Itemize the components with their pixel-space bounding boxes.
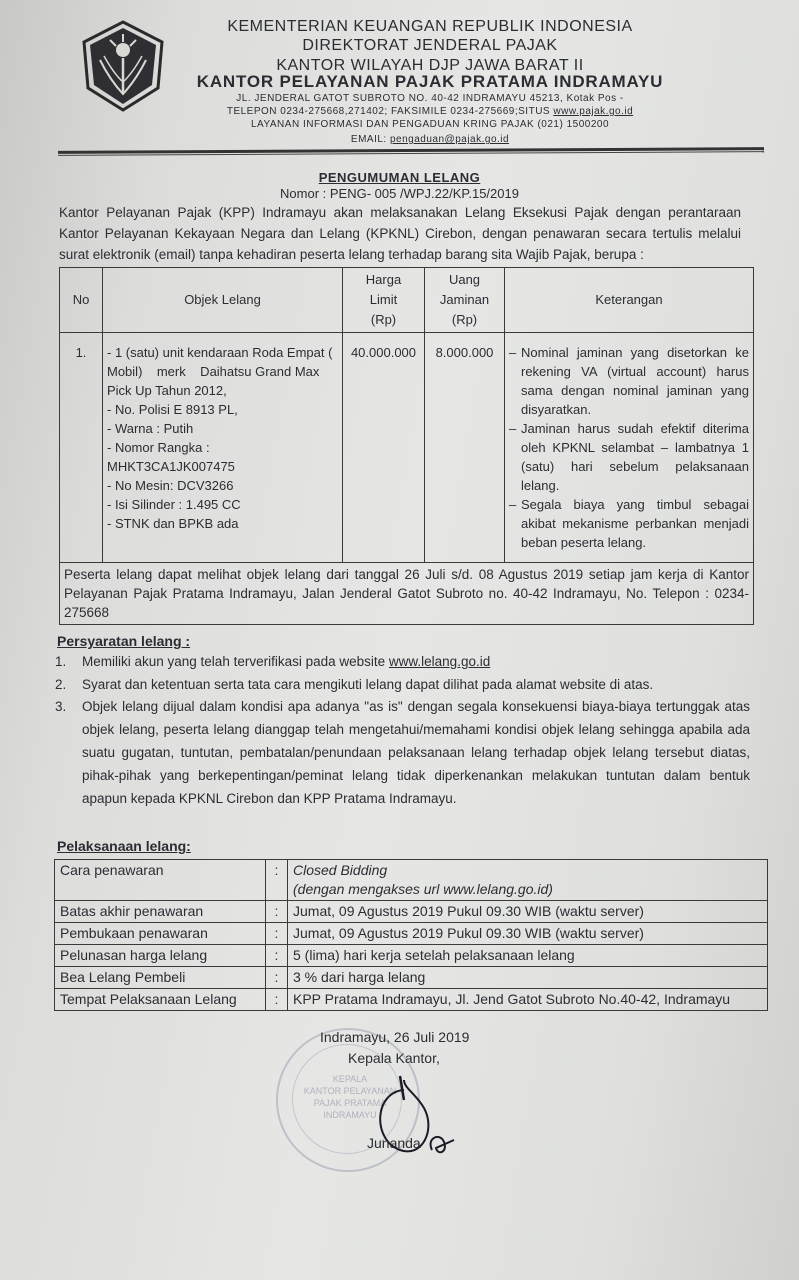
auction-table-footer — [60, 563, 754, 625]
execution-value: KPP Pratama Indramayu, Jl. Jend Gatot Subroto No.40-42, Indramayu — [288, 989, 768, 1011]
letterhead-regional-office: KANTOR WILAYAH DJP JAWA BARAT II — [276, 57, 584, 74]
notes-cell — [505, 333, 754, 563]
header-object: Objek Lelang — [103, 268, 343, 333]
requirement-item — [55, 695, 750, 810]
requirement-number: 1. — [55, 654, 67, 669]
table-row — [55, 901, 768, 923]
execution-label: Batas akhir penawaran — [55, 901, 266, 923]
stamp-text: INDRAMAYU — [323, 1110, 377, 1120]
header-deposit-line2: Jaminan — [439, 292, 490, 307]
execution-colon: : — [266, 860, 288, 901]
object-line: - Nomor Rangka : — [107, 440, 210, 455]
table-row — [60, 333, 754, 563]
ministry-logo — [80, 20, 166, 112]
table-row — [55, 989, 768, 1011]
execution-colon: : — [266, 945, 288, 967]
execution-value — [288, 860, 768, 901]
execution-heading: Pelaksanaan lelang: — [57, 838, 191, 854]
viewing-info: Peserta lelang dapat melihat objek lelang dari tanggal 26 Juli s/d. 08 Agustus 2019 setiap jam kerja di Kantor Pelayanan Pajak Pratama Indramayu, Jalan Jenderal Gatot Subroto no. 40-42 Indramayu, No. Telepon : 0234-275668 — [60, 563, 754, 625]
note-item: – Nominal jaminan yang disetorkan ke rekening VA (virtual account) harus sama dengan nominal jaminan yang disyaratkan. — [509, 343, 749, 419]
execution-colon: : — [266, 901, 288, 923]
header-limit-line1: Harga — [365, 272, 402, 287]
header-no: No — [60, 268, 103, 333]
object-line: - STNK dan BPKB ada — [107, 516, 239, 531]
note-item: – Segala biaya yang timbul sebagai akibat mekanisme perbankan menjadi beban peserta lelang. — [509, 495, 749, 552]
handwritten-signature — [360, 1060, 470, 1170]
execution-value-line: (dengan mengakses url www.lelang.go.id) — [293, 881, 553, 897]
header-deposit-line1: Uang — [448, 272, 481, 287]
object-line: MHKT3CA1JK007475 — [107, 459, 235, 474]
letterhead-office-name: KANTOR PELAYANAN PAJAK PRATAMA INDRAMAYU — [196, 72, 664, 91]
header-deposit — [425, 268, 505, 333]
requirement-text: Objek lelang dijual dalam kondisi apa adanya "as is" dengan segala konsekuensi biaya-biaya tertunggak atas objek lelang, peserta lelang dianggap telah mengetahui/memahami kondisi objek lelang sehingga apabila ada suatu gugatan, tuntutan, pembatalan/penundaan pelaksanaan lelang terhadap objek lelang tersebut diatas, pihak-pihak yang berkepentingan/peminat lelang tidak diperkenankan melakukan tuntutan dalam bentuk apapun kepada KPKNL Cirebon dan KPP Pratama Indramayu. — [82, 699, 750, 806]
letterhead-directorate: DIREKTORAT JENDERAL PAJAK — [302, 37, 558, 54]
execution-value: 3 % dari harga lelang — [288, 967, 768, 989]
letterhead-phone-text: TELEPON 0234-275668,271402; FAKSIMILE 0234-275669;SITUS — [226, 106, 554, 117]
letterhead-service: LAYANAN INFORMASI DAN PENGADUAN KRING PAJAK (021) 1500200 — [250, 119, 610, 130]
execution-table — [54, 859, 768, 1011]
execution-value: 5 (lima) hari kerja setelah pelaksanaan lelang — [288, 945, 768, 967]
requirement-number: 2. — [55, 677, 67, 692]
letterhead-ministry: KEMENTERIAN KEUANGAN REPUBLIK INDONESIA — [227, 18, 633, 35]
execution-label: Cara penawaran — [55, 860, 266, 901]
execution-value-line: Closed Bidding — [293, 862, 388, 878]
execution-colon: : — [266, 989, 288, 1011]
execution-label: Pelunasan harga lelang — [55, 945, 266, 967]
table-row — [55, 923, 768, 945]
signature-place-date: Indramayu, 26 Juli 2019 — [320, 1029, 470, 1045]
table-row — [55, 967, 768, 989]
website-link[interactable]: www.pajak.go.id — [553, 106, 634, 117]
stamp-text: KANTOR PELAYANAN — [303, 1086, 397, 1096]
signatory-name: Junanda — [367, 1135, 421, 1151]
object-line: - No. Polisi E 8913 PL, — [107, 402, 238, 417]
execution-label: Tempat Pelaksanaan Lelang — [55, 989, 266, 1011]
object-description — [103, 333, 343, 563]
execution-colon: : — [266, 923, 288, 945]
header-notes: Keterangan — [505, 268, 754, 333]
object-line: - Warna : Putih — [107, 421, 194, 436]
letterhead-address: JL. JENDERAL GATOT SUBROTO NO. 40-42 INDRAMAYU 45213, Kotak Pos - — [236, 93, 624, 104]
object-line: - 1 (satu) unit kendaraan Roda Empat ( — [107, 345, 333, 360]
auction-table — [59, 267, 754, 625]
letterhead-phone — [170, 106, 690, 117]
execution-label: Bea Lelang Pembeli — [55, 967, 266, 989]
object-line: Pick Up Tahun 2012, — [107, 383, 227, 398]
object-line: - Isi Silinder : 1.495 CC — [107, 497, 241, 512]
header-limit — [343, 268, 425, 333]
auction-table-header — [60, 268, 754, 333]
table-row — [55, 860, 768, 901]
requirement-item — [55, 650, 750, 673]
requirements-heading: Persyaratan lelang : — [57, 633, 191, 649]
object-line: Mobil) merk Daihatsu Grand Max — [107, 364, 320, 379]
letterhead-email-label: EMAIL: — [350, 134, 390, 145]
note-item: – Jaminan harus sudah efektif diterima oleh KPKNL selambat – lambatnya 1 (satu) hari sebelum pelaksanaan lelang. — [509, 419, 749, 495]
object-line: - No Mesin: DCV3266 — [107, 478, 234, 493]
header-limit-line3: (Rp) — [370, 312, 397, 327]
announcement-intro: Kantor Pelayanan Pajak (KPP) Indramayu akan melaksanakan Lelang Eksekusi Pajak dengan perantaraan Kantor Pelayanan Kekayaan Negara dan Lelang (KPKNL) Cirebon, dengan penawaran secara tertulis melalui surat elektronik (email) tanpa kehadiran peserta lelang terhadap barang sita Wajib Pajak, berupa : — [59, 205, 741, 262]
email-link[interactable]: pengaduan@pajak.go.id — [390, 134, 510, 145]
letterhead-email — [170, 134, 690, 145]
announcement-number: Nomor : PENG- 005 /WPJ.22/KP.15/2019 — [280, 186, 519, 201]
announcement-title: PENGUMUMAN LELANG — [318, 170, 481, 185]
requirement-item — [55, 673, 750, 696]
stamp-text: KEPALA — [332, 1074, 368, 1084]
limit-price: 40.000.000 — [343, 333, 425, 563]
execution-label: Pembukaan penawaran — [55, 923, 266, 945]
execution-colon: : — [266, 967, 288, 989]
execution-value: Jumat, 09 Agustus 2019 Pukul 09.30 WIB (waktu server) — [288, 901, 768, 923]
execution-value: Jumat, 09 Agustus 2019 Pukul 09.30 WIB (waktu server) — [288, 923, 768, 945]
stamp-text: PAJAK PRATAMA — [313, 1098, 387, 1108]
signature-position: Kepala Kantor, — [348, 1050, 440, 1066]
row-number: 1. — [60, 333, 103, 563]
header-limit-line2: Limit — [369, 292, 398, 307]
requirement-number: 3. — [55, 699, 67, 714]
requirement-text: Memiliki akun yang telah terverifikasi pada website — [82, 654, 389, 669]
lelang-link[interactable]: www.lelang.go.id — [388, 654, 491, 669]
table-row — [55, 945, 768, 967]
deposit-amount: 8.000.000 — [425, 333, 505, 563]
header-deposit-line3: (Rp) — [451, 312, 478, 327]
requirement-text: Syarat dan ketentuan serta tata cara mengikuti lelang dapat dilihat pada alamat website di atas. — [82, 677, 654, 692]
